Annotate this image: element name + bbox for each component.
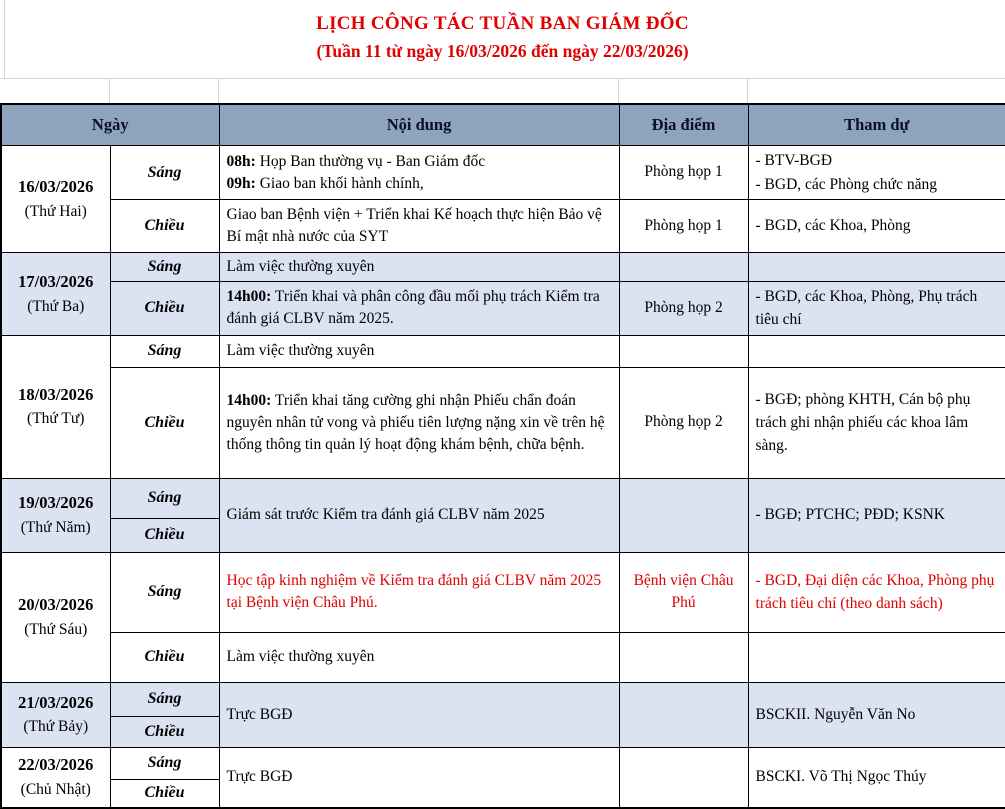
location-cell — [619, 478, 748, 552]
time-label: 09h: — [226, 174, 256, 192]
table-header-row — [1, 104, 1005, 146]
schedule-subtitle: (Tuần 11 từ ngày 16/03/2026 đến ngày 22/03/2026) — [316, 41, 689, 61]
schedule-row — [1, 552, 1005, 632]
content-line: Trực BGĐ — [226, 768, 293, 785]
content-line: Học tập kinh nghiệm về Kiểm tra đánh giá CLBV năm 2025 tại Bệnh viện Châu Phú. — [226, 572, 602, 611]
time-label: 08h: — [226, 152, 256, 170]
weekday-text: (Thứ Hai) — [24, 202, 87, 220]
session-cell: Chiều — [110, 716, 219, 747]
date-cell — [1, 335, 110, 478]
date-text: 22/03/2026 — [18, 755, 94, 774]
gridline — [747, 78, 748, 103]
content-line: Làm việc thường xuyên — [226, 648, 375, 665]
time-label: 14h00: — [226, 391, 272, 409]
title-block — [0, 0, 1005, 62]
location-cell — [619, 632, 748, 682]
content-line: Trực BGĐ — [226, 705, 293, 723]
schedule-row — [1, 367, 1005, 478]
location-cell: Phòng họp 1 — [619, 200, 748, 253]
column-header-content: Nội dung — [219, 104, 619, 146]
schedule-title: LỊCH CÔNG TÁC TUẦN BAN GIÁM ĐỐC — [316, 13, 689, 34]
content-line: 14h00: Triển khai và phân công đầu mối phụ trách Kiểm tra đánh giá CLBV năm 2025. — [226, 288, 600, 328]
attendees-cell — [748, 747, 1005, 808]
session-cell: Chiều — [110, 632, 219, 682]
content-cell — [219, 367, 619, 478]
date-text: 17/03/2026 — [18, 271, 94, 291]
content-line: 09h: Giao ban khối hành chính, — [226, 174, 424, 192]
date-text: 18/03/2026 — [18, 384, 94, 404]
weekday-text: (Chủ Nhật) — [20, 780, 91, 798]
attendees-cell — [748, 335, 1005, 367]
location-cell — [619, 682, 748, 747]
time-label: 14h00: — [226, 288, 272, 306]
column-header-location: Địa điểm — [619, 104, 748, 146]
attendees-cell — [748, 478, 1005, 552]
content-cell — [219, 682, 619, 747]
session-cell: Sáng — [110, 552, 219, 632]
content-line: Làm việc thường xuyên — [226, 342, 375, 359]
content-cell — [219, 282, 619, 336]
attendee-line: BSCKI. Võ Thị Ngọc Thúy — [755, 768, 927, 786]
attendees-cell — [748, 682, 1005, 747]
attendees-cell — [748, 200, 1005, 253]
session-cell: Sáng — [110, 682, 219, 716]
attendee-line: - BGD, các Khoa, Phòng, Phụ trách tiêu chí — [755, 288, 978, 329]
content-cell — [219, 253, 619, 282]
schedule-row — [1, 200, 1005, 253]
session-cell: Sáng — [110, 747, 219, 779]
date-cell — [1, 682, 110, 747]
location-cell — [619, 747, 748, 808]
date-cell — [1, 552, 110, 682]
session-cell: Sáng — [110, 146, 219, 200]
content-line: Giao ban Bệnh viện + Triển khai Kế hoạch thực hiện Bảo vệ Bí mật nhà nước của SYT — [226, 206, 602, 245]
location-cell — [619, 253, 748, 282]
content-cell — [219, 552, 619, 632]
schedule-row — [1, 632, 1005, 682]
session-cell: Chiều — [110, 200, 219, 253]
content-line: Giám sát trước Kiểm tra đánh giá CLBV năm 2025 — [226, 506, 545, 523]
session-cell: Chiều — [110, 779, 219, 808]
gridline — [218, 78, 219, 103]
weekday-text: (Thứ Sáu) — [24, 620, 88, 638]
gridline — [618, 78, 619, 103]
weekday-text: (Thứ Ba) — [27, 297, 85, 315]
content-line: 08h: Họp Ban thường vụ - Ban Giám đốc — [226, 152, 486, 170]
content-cell — [219, 632, 619, 682]
attendees-cell — [748, 282, 1005, 336]
schedule-row — [1, 478, 1005, 518]
gridline — [109, 78, 110, 103]
attendee-line: - BGĐ; PTCHC; PĐD; KSNK — [755, 506, 945, 524]
attendee-line: - BTV-BGĐ — [755, 152, 833, 170]
content-cell — [219, 335, 619, 367]
content-line: Làm việc thường xuyên — [226, 258, 375, 275]
schedule-row — [1, 682, 1005, 716]
date-text: 20/03/2026 — [18, 595, 94, 614]
session-cell: Chiều — [110, 518, 219, 552]
schedule-row — [1, 146, 1005, 200]
date-text: 16/03/2026 — [18, 177, 94, 196]
weekday-text: (Thứ Tư) — [27, 410, 85, 428]
session-cell: Chiều — [110, 282, 219, 336]
content-cell — [219, 478, 619, 552]
weekday-text: (Thứ Bảy) — [23, 718, 89, 736]
attendee-line: - BGD, Đại diện các Khoa, Phòng phụ trách tiêu chí (theo danh sách) — [755, 571, 995, 612]
column-header-attendees: Tham dự — [748, 104, 1005, 146]
attendees-cell — [748, 146, 1005, 200]
schedule-row — [1, 282, 1005, 336]
schedule-table — [0, 103, 1005, 809]
location-cell: Phòng họp 2 — [619, 282, 748, 336]
attendee-line: - BGĐ; phòng KHTH, Cán bộ phụ trách ghi nhận phiếu các khoa lâm sàng. — [755, 390, 971, 455]
content-line: 14h00: Triển khai tăng cường ghi nhận Phiếu chẩn đoán nguyên nhân tử vong và phiếu tiên lượng nặng xin về trên hệ thống thông tin quản lý hoạt động khám bệnh, chữa bệnh. — [226, 391, 605, 453]
gridline — [4, 0, 5, 78]
date-text: 21/03/2026 — [18, 692, 94, 712]
date-text: 19/03/2026 — [18, 493, 94, 512]
session-cell: Sáng — [110, 253, 219, 282]
date-cell — [1, 253, 110, 336]
gridline — [0, 78, 1005, 79]
date-cell — [1, 478, 110, 552]
location-cell: Phòng họp 2 — [619, 367, 748, 478]
content-cell — [219, 146, 619, 200]
session-cell: Sáng — [110, 478, 219, 518]
content-cell — [219, 747, 619, 808]
session-cell: Chiều — [110, 367, 219, 478]
column-header-date: Ngày — [1, 104, 219, 146]
date-cell — [1, 747, 110, 808]
date-cell — [1, 146, 110, 253]
attendees-cell — [748, 552, 1005, 632]
weekday-text: (Thứ Năm) — [20, 518, 91, 536]
schedule-row — [1, 747, 1005, 779]
attendee-line: - BGD, các Khoa, Phòng — [755, 217, 911, 235]
schedule-row — [1, 335, 1005, 367]
attendee-line: BSCKII. Nguyễn Văn No — [755, 705, 916, 723]
location-cell: Phòng họp 1 — [619, 146, 748, 200]
content-cell — [219, 200, 619, 253]
attendee-line: - BGD, các Phòng chức năng — [755, 175, 937, 193]
location-cell: Bệnh viện Châu Phú — [619, 552, 748, 632]
location-cell — [619, 335, 748, 367]
session-cell: Sáng — [110, 335, 219, 367]
attendees-cell — [748, 632, 1005, 682]
schedule-row — [1, 253, 1005, 282]
attendees-cell — [748, 367, 1005, 478]
attendees-cell — [748, 253, 1005, 282]
